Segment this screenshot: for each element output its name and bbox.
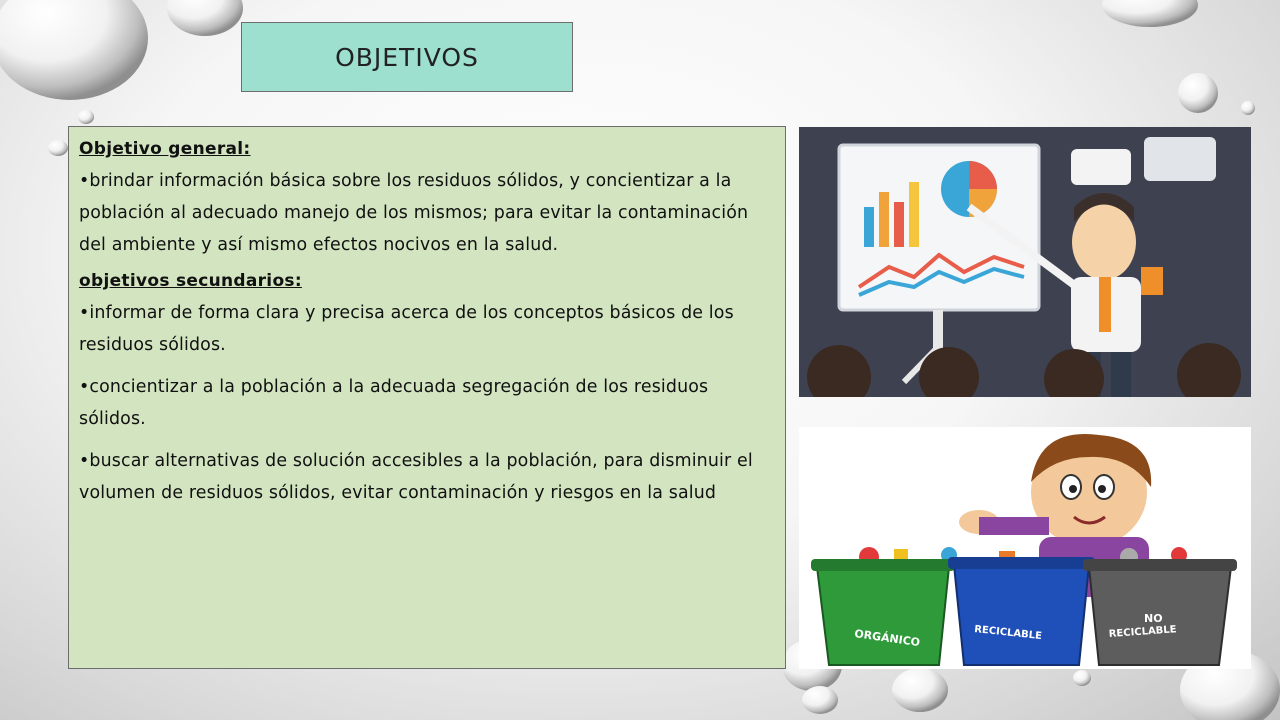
objectives-panel (68, 126, 786, 669)
presentation-illustration-svg (799, 127, 1251, 397)
general-objective-heading: Objetivo general: (79, 139, 251, 159)
general-objective-item: •brindar información básica sobre los residuos sólidos, y concientizar a la población al adecuado manejo de los mismos; para evitar la contaminación del ambiente y así mismo efectos nocivos en la salud. (79, 171, 749, 255)
secondary-objectives-heading: objetivos secundarios: (79, 271, 302, 291)
recycling-bins-svg (799, 427, 1251, 669)
slide-title: OBJETIVOS (335, 42, 479, 72)
secondary-objective-item-1: •informar de forma clara y precisa acerca de los conceptos básicos de los residuos sólidos. (79, 303, 734, 355)
bin-label-organic: ORGÁNICO (853, 627, 921, 650)
recycling-bins-illustration (799, 427, 1251, 669)
title-box (241, 22, 573, 92)
bin-label-no: NO (1144, 612, 1163, 625)
secondary-objective-item-2: •concientizar a la población a la adecuada segregación de los residuos sólidos. (79, 377, 709, 429)
bin-label-non-recyclable: RECICLABLE (1108, 624, 1177, 640)
secondary-objective-item-3: •buscar alternativas de solución accesibles a la población, para disminuir el volumen de residuos sólidos, evitar contaminación y riesgos en la salud (79, 451, 753, 503)
bin-label-recyclable: RECICLABLE (973, 624, 1043, 643)
presentation-illustration (799, 127, 1251, 397)
